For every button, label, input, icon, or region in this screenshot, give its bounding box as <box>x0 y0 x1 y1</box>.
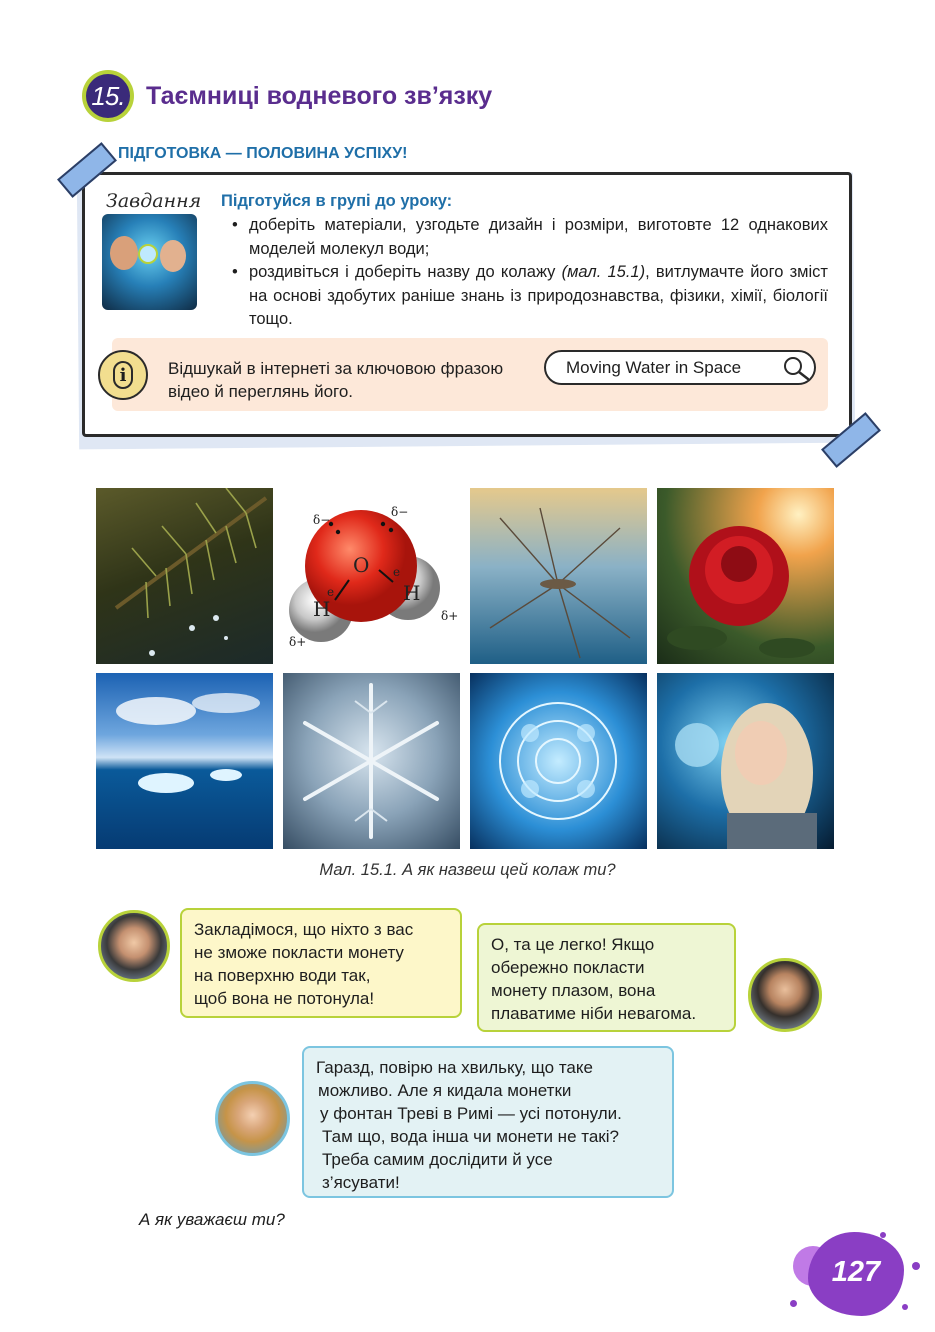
reader-question: А як уважаєш ти? <box>139 1210 285 1229</box>
hydrogen-label-right: H <box>403 581 421 605</box>
photo-girl-in-space <box>657 673 834 849</box>
photo-snowflake <box>283 673 460 849</box>
speech-bubble-girl-1: Закладімося, що ніхто з вас не зможе покласти монету на поверхню води так, щоб вона не потонула! <box>180 908 462 1018</box>
task-item: • доберіть матеріали, узгодьте дизайн і розміри, виготовте 12 однакових моделей молекул води; <box>232 214 828 261</box>
search-icon <box>782 355 810 381</box>
task-list <box>232 214 828 332</box>
search-phrase: Moving Water in Space <box>566 358 742 377</box>
photo-ice-crystal <box>470 673 647 849</box>
avatar-boy <box>748 958 822 1032</box>
task-photo <box>102 214 197 310</box>
speech-bubble-girl-2: Гаразд, повірю на хвильку, що таке можливо. Але я кидала монетки у фонтан Треві в Римі — усі потонули. Там що, вода інша чи монети не такі? Треба самим дослідити й усе з’ясувати! <box>302 1046 674 1198</box>
page-number: 127 <box>831 1256 881 1288</box>
prep-heading: ПІДГОТОВКА — ПОЛОВИНА УСПІХУ! <box>118 145 408 162</box>
avatar-girl-2 <box>215 1081 290 1156</box>
avatar-girl-1 <box>98 910 170 982</box>
water-molecule-diagram <box>283 488 460 664</box>
delta-plus-right: δ+ <box>441 609 459 623</box>
figure-caption: Мал. 15.1. А як назвеш цей колаж ти? <box>319 861 616 879</box>
delta-minus-left: δ− <box>313 513 331 527</box>
info-icon: i <box>113 361 133 389</box>
photo-water-strider <box>470 488 647 664</box>
delta-plus-left: δ+ <box>289 635 307 649</box>
task-item: • роздивіться і доберіть назву до колажу (мал. 15.1), витлумачте його зміст на основі здобутих раніше знань із природознавства, фізики, хімії, біології тощо. <box>232 261 828 332</box>
decor-dot <box>790 1300 797 1307</box>
oxygen-label: O <box>353 553 370 577</box>
task-label: Завдання <box>106 190 202 212</box>
delta-minus-right: δ− <box>391 505 409 519</box>
hint-text: Відшукай в інтернеті за ключовою фразою відео й переглянь його. <box>168 359 504 401</box>
task-heading: Підготуйся в групі до уроку: <box>221 192 453 210</box>
decor-dot <box>912 1262 920 1270</box>
lesson-number: 15. <box>86 74 130 118</box>
hydrogen-label-left: H <box>313 597 331 621</box>
decor-dot <box>880 1232 886 1238</box>
page-title: Таємниці водневого зв’язку <box>146 82 493 110</box>
decor-dot <box>902 1304 908 1310</box>
photo-ice-sea <box>96 673 273 849</box>
electron-label-right: e <box>393 565 401 579</box>
photo-pine-branch <box>96 488 273 664</box>
electron-label-left: e <box>327 585 335 599</box>
photo-rose-with-dew <box>657 488 834 664</box>
speech-bubble-boy: О, та це легко! Якщо обережно покласти монету плазом, вона плаватиме ніби невагома. <box>477 923 736 1032</box>
